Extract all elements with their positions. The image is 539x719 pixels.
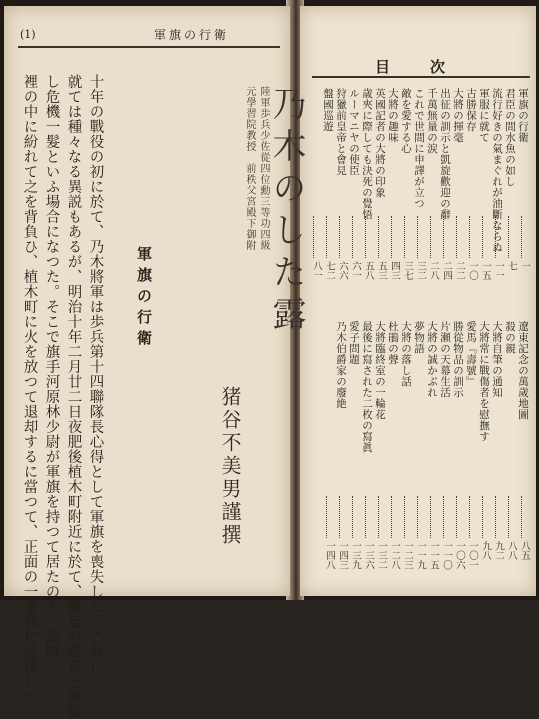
toc-leader-dots: [352, 216, 355, 258]
toc-leader-dots: [378, 496, 381, 538]
toc-item-title: 乃木伯爵家の廢絶: [335, 321, 347, 409]
toc-item-page: 一一: [493, 261, 504, 280]
toc-leader-dots: [417, 496, 420, 538]
toc-item-page: 三七: [402, 261, 413, 280]
toc-leader-dots: [339, 216, 342, 258]
toc-leader-dots: [482, 496, 485, 538]
toc-item-page: 一二八: [389, 541, 400, 570]
toc-item-title: 出征の訓示と凱旋歡迎の辭: [439, 88, 451, 220]
toc-item-title: ルーマニヤの使臣: [348, 88, 360, 176]
body-column-2: 就ては種々なる異説もあるが、明治十年二月廿二日夜肥後植木町附近に於て、數倍の賊軍と激戰: [65, 74, 82, 719]
toc-item-page: 一一五: [428, 541, 439, 570]
toc-leader-dots: [508, 496, 511, 538]
toc-item-title: 君臣の間水魚の如し: [504, 88, 516, 187]
page-number: (1): [20, 28, 36, 41]
toc-leader-dots: [378, 216, 381, 258]
toc-leader-dots: [391, 496, 394, 538]
toc-leader-dots: [417, 216, 420, 258]
toc-leader-dots: [391, 216, 394, 258]
toc-item-page: 一三二: [376, 541, 387, 570]
toc-item-page: 八一: [311, 261, 322, 280]
toc-item-page: 二八: [428, 261, 439, 280]
toc-leader-dots: [404, 216, 407, 258]
toc-item-title: 杜鵑の聲: [387, 321, 399, 365]
toc-leader-dots: [521, 216, 524, 258]
header-rule: [18, 46, 280, 48]
toc-leader-dots: [482, 216, 485, 258]
toc-item-page: 一五: [480, 261, 491, 280]
toc-item-title: 敵を愛する心: [400, 88, 412, 154]
toc-item-page: 八五: [519, 541, 530, 560]
toc-item-title: 狩獵前皇帝と會見: [335, 88, 347, 176]
toc-item-title: 大將の誠かぶれ: [426, 321, 438, 398]
body-column-3: し危機一髮といふ場合になつた。そこで旗手河原林少尉が軍旗を持つて居たのを、混戰: [43, 74, 60, 659]
toc-item-page: 六六: [337, 261, 348, 280]
toc-item-title: 大將の落し話: [400, 321, 412, 387]
toc-item-page: 三二: [415, 261, 426, 280]
toc-item-page: 一三九: [350, 541, 361, 570]
toc-item-title: 大將の揮毫: [452, 88, 464, 143]
toc-leader-dots: [365, 216, 368, 258]
toc-item-title: 殺の親: [504, 321, 516, 354]
toc-item-title: 英國記者の大將の印象: [374, 88, 386, 198]
toc-item-page: 五八: [363, 261, 374, 280]
toc-leader-dots: [469, 496, 472, 538]
toc-item-page: 八八: [506, 541, 517, 560]
toc-leader-dots: [469, 216, 472, 258]
toc-item-page: 一四八: [324, 541, 335, 570]
toc-leader-dots: [326, 216, 329, 258]
toc-leader-dots: [365, 496, 368, 538]
toc-heading: 目次: [375, 58, 486, 76]
toc-item-title: 盤國巡遊: [322, 88, 334, 132]
toc-item-title: 軍旗の行衛: [517, 88, 529, 143]
toc-item-page: 七: [506, 261, 517, 271]
toc-item-title: 遼東記念の萬歲地圖: [517, 321, 529, 420]
toc-item-page: 二二: [454, 261, 465, 280]
toc-leader-dots: [404, 496, 407, 538]
toc-item-title: 歳夾に際しても決死の覺悟: [361, 88, 373, 220]
toc-leader-dots: [508, 216, 511, 258]
toc-item-title: 古勝保存: [465, 88, 477, 132]
left-page: [4, 6, 290, 719]
toc-item-title: 夢物語: [413, 321, 425, 354]
toc-leader-dots: [443, 216, 446, 258]
toc-item-title: 大將臨終室の一輪花: [374, 321, 386, 420]
toc-item-page: 一〇: [467, 261, 478, 280]
toc-item-page: 九八: [480, 541, 491, 560]
right-page: [266, 6, 536, 596]
toc-item-title: 大將自筆の通知: [491, 321, 503, 398]
toc-item-title: 片瀬の天幕生活: [439, 321, 451, 398]
toc-item-page: 一二三: [402, 541, 413, 570]
toc-item-page: 一: [519, 261, 530, 271]
toc-item-title: 大將の趣味: [387, 88, 399, 143]
toc-item-title: 最後に寫された二枚の寫眞: [361, 321, 373, 453]
toc-item-title: 流行好きの氣まぐれが油斷ならぬ: [491, 88, 503, 253]
toc-leader-dots: [352, 496, 355, 538]
toc-item-page: 五三: [376, 261, 387, 280]
toc-item-title: 勝從物品の訓示: [452, 321, 464, 398]
toc-leader-dots: [495, 496, 498, 538]
toc-leader-dots: [521, 496, 524, 538]
toc-item-page: 一一九: [415, 541, 426, 570]
toc-item-title: 愛馬『壽號』: [465, 321, 477, 387]
toc-item-page: 一四三: [337, 541, 348, 570]
toc-leader-dots: [443, 496, 446, 538]
running-header: 軍旗の行衛: [154, 28, 230, 42]
toc-item-title: 大將常に戰傷者を慰撫す: [478, 321, 490, 442]
toc-item-title: 軍服に就て: [478, 88, 490, 143]
toc-item-page: 一〇一: [467, 541, 478, 570]
toc-item-title: 愛子問題: [348, 321, 360, 365]
toc-item-page: 九二: [493, 541, 504, 560]
toc-leader-dots: [326, 496, 329, 538]
toc-item-page: 一一〇: [441, 541, 452, 570]
author-meta-2: 元學習院教授 前秩父宮殿下御附: [244, 86, 255, 251]
toc-item-page: 一〇六: [454, 541, 465, 570]
toc-item-page: 七二: [324, 261, 335, 280]
body-column-1: 十年の戰役の初に於て、乃木將軍は歩兵第十四聯隊長心得として軍旗を喪失した。これに: [87, 74, 104, 674]
toc-leader-dots: [430, 216, 433, 258]
toc-item-page: 四三: [389, 261, 400, 280]
toc-leader-dots: [495, 216, 498, 258]
body-column-4: 裡の中に紛れて之を背負ひ、植木町に火を放つて退却するに當つて、正面の一番我に近接した: [21, 74, 38, 704]
author-name: 猪谷不美男謹撰: [218, 386, 242, 547]
toc-item-page: 六一: [350, 261, 361, 280]
book-title: 乃木のした露: [266, 86, 306, 338]
toc-item-title: 千萬無量の涙: [426, 88, 438, 154]
toc-leader-dots: [339, 496, 342, 538]
toc-leader-dots: [456, 216, 459, 258]
toc-leader-dots: [430, 496, 433, 538]
toc-leader-dots: [456, 496, 459, 538]
toc-leader-dots: [313, 216, 316, 258]
toc-item-page: 一三六: [363, 541, 374, 570]
toc-item-title: これで世間に申譯が立つ: [413, 88, 425, 209]
section-title: 軍旗の行衛: [135, 246, 153, 351]
author-meta-1: 陸軍歩兵少佐從四位勳三等功四級: [258, 86, 269, 251]
toc-item-page: 二四: [441, 261, 452, 280]
